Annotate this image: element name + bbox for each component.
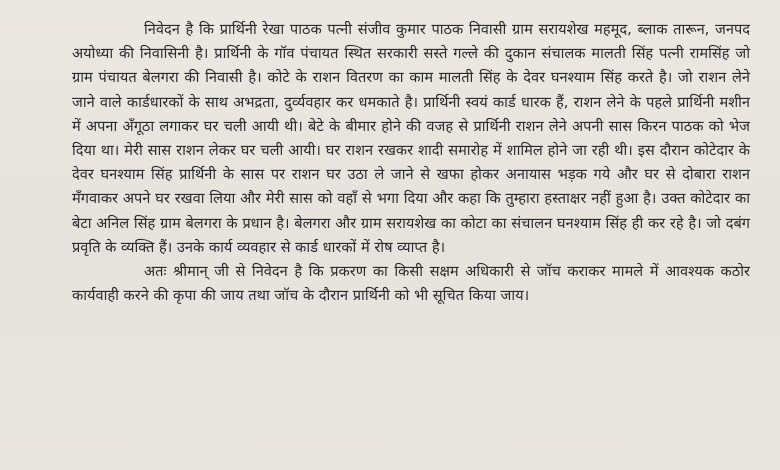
letter-body-paragraph: निवेदन है कि प्रार्थिनी रेखा पाठक पत्नी संजीव कुमार पाठक निवासी ग्राम सरायशेख महमूद, ब्लाक तारून, जनपद अयोध्या की निवासिनी है। प्रार्थिनी के गॉव पंचायत स्थित सरकारी सस्ते गल्ले की दुकान संचालक मालती सिंह पत्नी रामसिंह जो ग्राम पंचायत बेलगरा की निवासी है। कोटे के राशन वितरण का काम मालती सिंह के देवर घनश्याम सिंह करते है। जो राशन लेने जाने वाले कार्डधारकों के साथ अभद्रता, दुर्व्यवहार कर धमकाते है। प्रार्थिनी स्वयं कार्ड धारक हैं, राशन लेने के पहले प्रार्थिनी मशीन में अपना अँगूठा लगाकर घर चली आयी थी। बेटे के बीमार होने की वजह से प्रार्थिनी राशन लेने अपनी सास किरन पाठक को भेज दिया था। मेरी सास राशन लेकर घर चली आयी। घर राशन रखकर शादी समारोह में शामिल होने जा रही थी। इस दौरान कोटेदार के देवर घनश्याम सिंह प्रार्थिनी के सास पर राशन घर उठा ले जाने से खफा होकर अनायास भड़क गये और घर से दोबारा राशन मँगवाकर अपने घर रखवा लिया और मेरी सास को वहाँ से भगा दिया और कहा कि तुम्हारा हस्ताक्षर नहीं हुआ है। उक्त कोटेदार का बेटा अनिल सिंह ग्राम बेलगरा के प्रधान है। बेलगरा और ग्राम सरायशेख का कोटा का संचालन घनश्याम सिंह ही कर रहे है। जो दबंग प्रवृति के व्यक्ति हैं। उनके कार्य व्यवहार से कार्ड धारकों में रोष व्याप्त है। xyxy=(72,21,750,256)
letter-request-paragraph: अतः श्रीमान् जी से निवेदन है कि प्रकरण का किसी सक्षम अधिकारी से जॉच कराकर मामले में आवश्यक कठोर कार्यवाही करने की कृपा की जाय तथा जॉच के दौरान प्रार्थिनी को भी सूचित किया जाय। xyxy=(72,263,750,305)
